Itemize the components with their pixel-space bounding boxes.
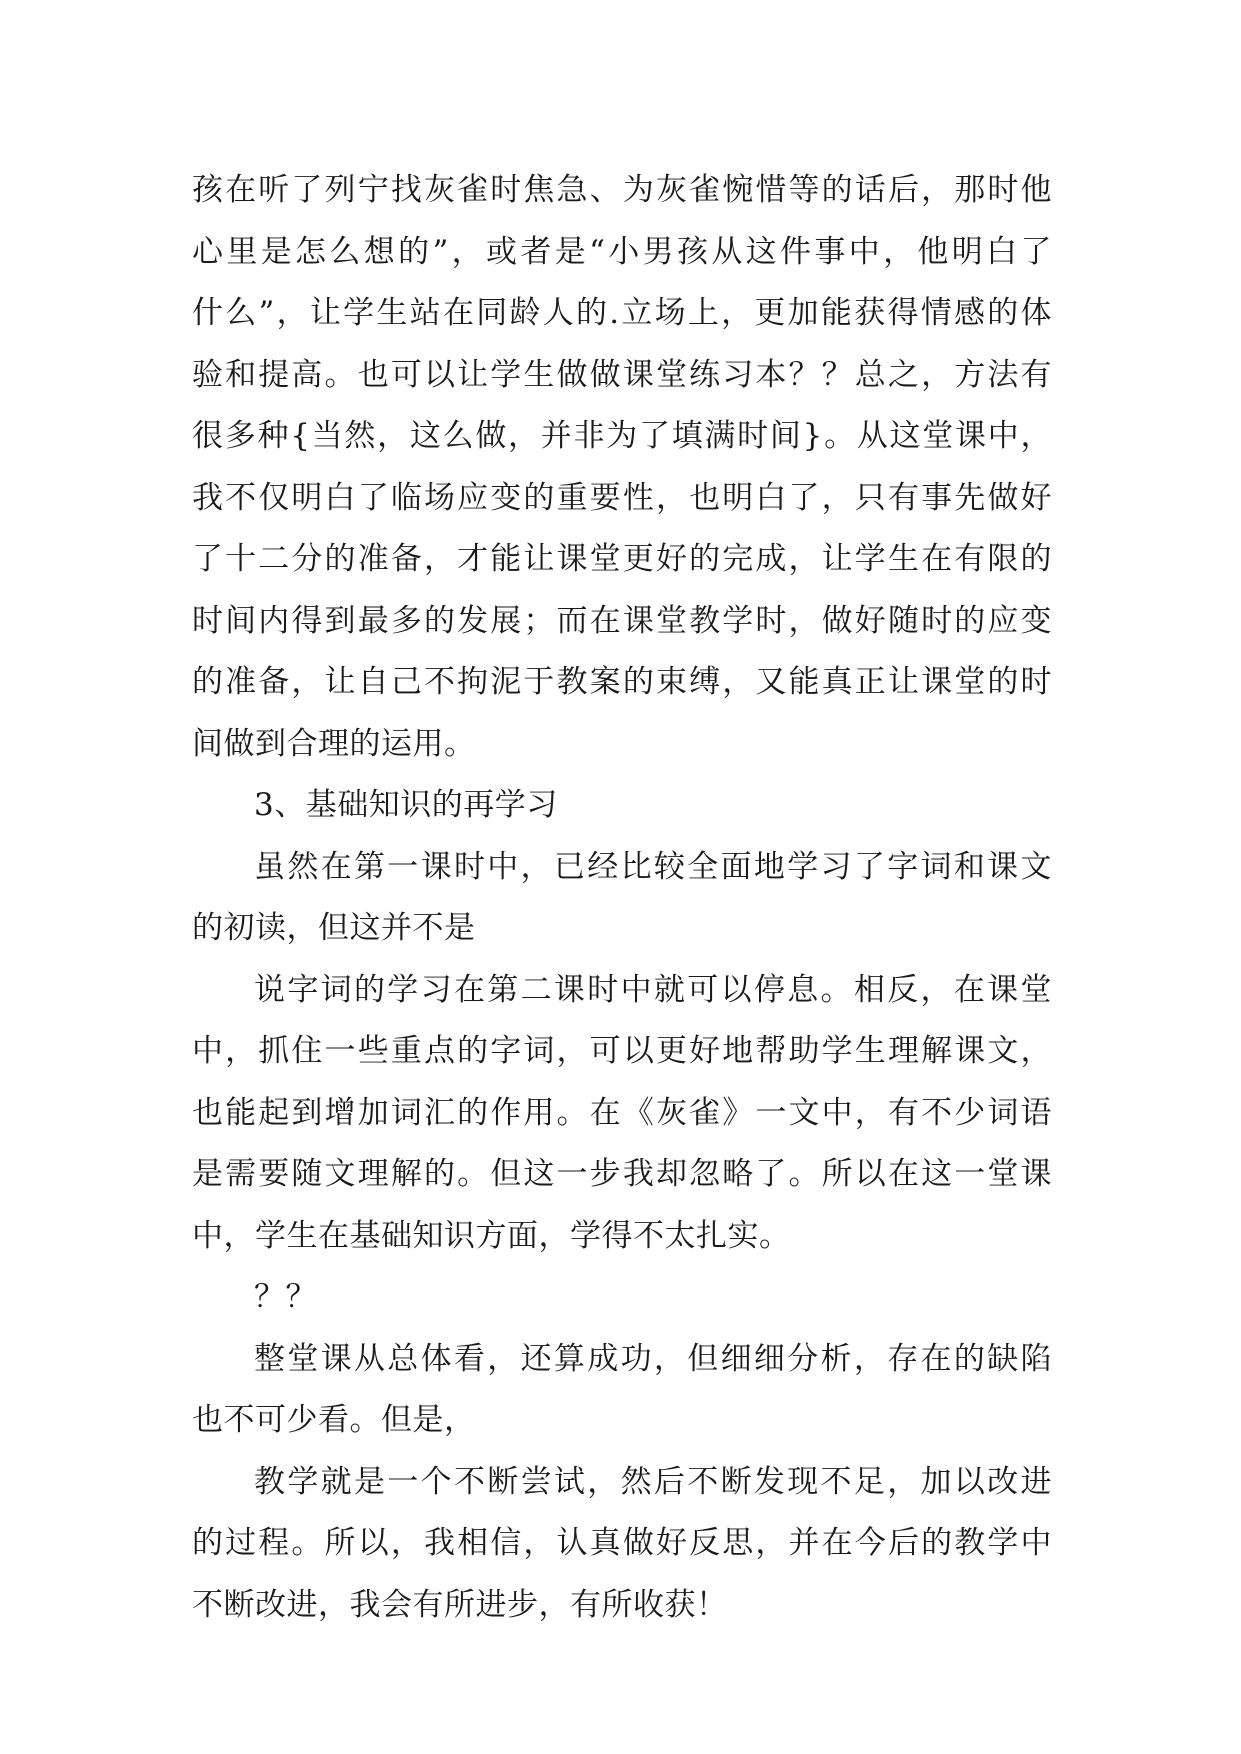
text-line-23: 的过程。所以，我相信，认真做好反思，并在今后的教学中 xyxy=(192,1525,1052,1561)
text-line-16: 也能起到增加词汇的作用。在《灰雀》一文中，有不少词语 xyxy=(192,1094,1052,1131)
text-line-13: 的初读，但这并不是 xyxy=(192,910,476,946)
body-text xyxy=(192,160,1052,1636)
text-line-24: 不断改进，我会有所进步，有所收获！ xyxy=(192,1586,728,1623)
text-line-17: 是需要随文理解的。但这一步我却忽略了。所以在这一堂课 xyxy=(192,1156,1052,1192)
text-line-1: 孩在听了列宁找灰雀时焦急、为灰雀惋惜等的话后，那时他 xyxy=(192,172,1052,208)
text-line-15: 中，抓住一些重点的字词，可以更好地帮助学生理解课文， xyxy=(192,1033,1052,1069)
text-line-9: 的准备，让自己不拘泥于教案的束缚，又能真正让课堂的时 xyxy=(192,664,1052,700)
text-line-21: 也不可少看。但是， xyxy=(192,1402,476,1438)
text-line-4: 验和提高。也可以让学生做做课堂练习本？？总之，方法有 xyxy=(192,356,1052,393)
text-line-3: 什么”，让学生站在同龄人的.立场上，更加能获得情感的体 xyxy=(192,295,1052,331)
text-line-12: 虽然在第一课时中，已经比较全面地学习了字词和课文 xyxy=(254,848,1052,885)
text-line-14: 说字词的学习在第二课时中就可以停息。相反，在课堂 xyxy=(254,971,1052,1008)
text-line-6: 我不仅明白了临场应变的重要性，也明白了，只有事先做好 xyxy=(192,479,1052,516)
text-line-5: 很多种{当然，这么做，并非为了填满时间}。从这堂课中， xyxy=(192,418,1052,454)
text-line-10: 间做到合理的运用。 xyxy=(192,725,476,762)
text-line-19: ？？ xyxy=(254,1279,317,1315)
text-line-18: 中，学生在基础知识方面，学得不太扎实。 xyxy=(192,1217,791,1254)
text-line-7: 了十二分的准备，才能让课堂更好的完成，让学生在有限的 xyxy=(192,541,1052,577)
text-line-2: 心里是怎么想的”，或者是“小男孩从这件事中，他明白了 xyxy=(192,233,1052,270)
text-line-22: 教学就是一个不断尝试，然后不断发现不足，加以改进 xyxy=(254,1463,1052,1500)
text-line-8: 时间内得到最多的发展；而在课堂教学时，做好随时的应变 xyxy=(192,602,1052,639)
section-heading: 3、基础知识的再学习 xyxy=(254,787,558,823)
text-line-20: 整堂课从总体看，还算成功，但细细分析，存在的缺陷 xyxy=(254,1340,1052,1377)
